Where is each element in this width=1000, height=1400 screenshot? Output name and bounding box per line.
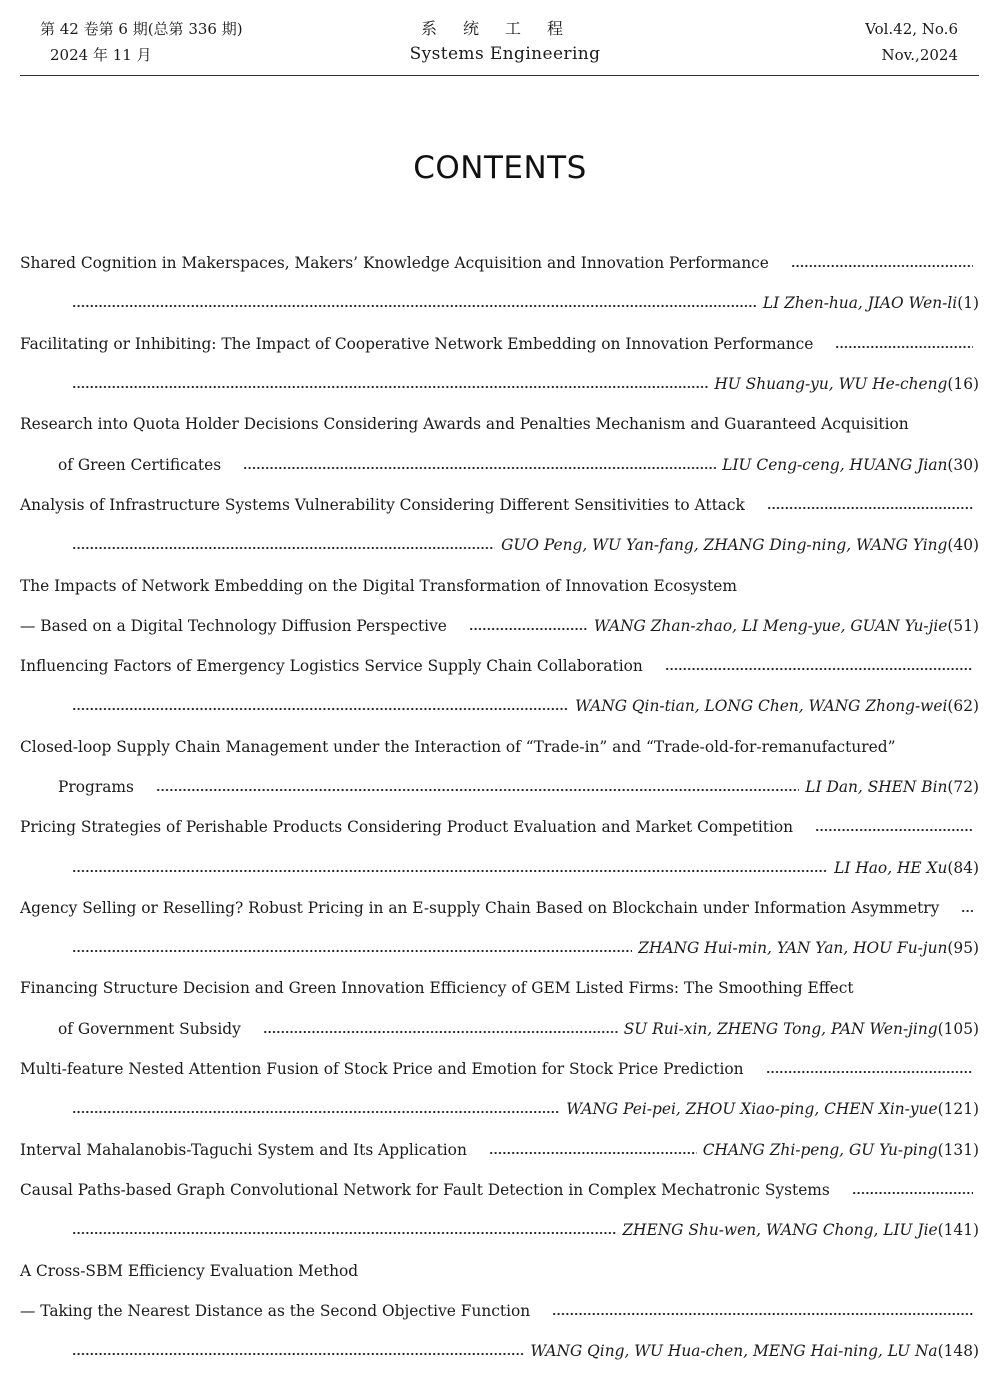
- toc-entry-title-line: [20, 485, 979, 525]
- toc-entry-authors-line: [20, 283, 979, 323]
- dot-leader: [263, 1029, 618, 1035]
- toc-entry-title-line: [20, 968, 979, 1008]
- journal-name: [0, 19, 1000, 64]
- toc-entry-authors-line: [20, 1210, 979, 1250]
- dot-leader: [72, 1109, 560, 1115]
- dot-leader: [961, 908, 973, 914]
- toc-entry-continuation: [20, 606, 979, 646]
- dot-leader: [72, 1230, 616, 1236]
- toc-entry-continuation: [20, 444, 979, 484]
- table-of-contents: [20, 243, 979, 1371]
- toc-entry-title-line: [20, 646, 979, 686]
- entry-title: Research into Quota Holder Decisions Considering Awards and Penalties Mechanism and Guaranteed Acquisition: [20, 415, 909, 434]
- volume-number: Vol.42, No.6: [865, 20, 958, 38]
- toc-entry[interactable]: [20, 1049, 979, 1130]
- entry-page-number: (62): [947, 697, 979, 716]
- toc-entry-title-line: [20, 807, 979, 847]
- dot-leader: [815, 827, 973, 833]
- toc-entry[interactable]: [20, 324, 979, 405]
- entry-authors: LI Hao, HE Xu: [834, 858, 948, 877]
- toc-entry[interactable]: [20, 646, 979, 727]
- entry-authors: WANG Qing, WU Hua-chen, MENG Hai-ning, LU Na: [530, 1342, 938, 1361]
- entry-title: Facilitating or Inhibiting: The Impact of Cooperative Network Embedding on Innovation Performance: [20, 334, 814, 353]
- dot-leader: [665, 666, 973, 672]
- toc-entry[interactable]: [20, 968, 979, 1049]
- dot-leader: [469, 626, 588, 632]
- toc-entry-continuation: [20, 1009, 979, 1049]
- toc-entry[interactable]: [20, 888, 979, 969]
- entry-page-number: (141): [937, 1221, 979, 1240]
- dot-leader: [767, 505, 973, 511]
- entry-authors: WANG Pei-pei, ZHOU Xiao-ping, CHEN Xin-yue: [566, 1100, 938, 1119]
- entry-authors: LIU Ceng-ceng, HUANG Jian: [722, 455, 948, 474]
- dot-leader: [72, 706, 569, 712]
- entry-page-number: (72): [947, 778, 979, 796]
- entry-authors: LI Zhen-hua, JIAO Wen-li: [762, 294, 958, 313]
- volume-info: [865, 19, 958, 65]
- toc-entry-title-line: [20, 324, 979, 364]
- entry-title: A Cross-SBM Efficiency Evaluation Method: [20, 1261, 359, 1280]
- toc-entry-title-line: [20, 888, 979, 928]
- entry-title-continued: — Based on a Digital Technology Diffusion Perspective: [20, 616, 447, 635]
- entry-authors: WANG Zhan-zhao, LI Meng-yue, GUAN Yu-jie: [593, 616, 948, 635]
- entry-page-number: (95): [947, 939, 979, 958]
- dot-leader: [72, 1351, 524, 1357]
- issue-date-en: Nov.,2024: [881, 46, 958, 64]
- entry-page-number: (131): [937, 1140, 979, 1159]
- entry-authors: ZHANG Hui-min, YAN Yan, HOU Fu-jun: [638, 939, 948, 958]
- dot-leader: [766, 1069, 973, 1075]
- entry-page-number: (105): [937, 1019, 979, 1038]
- dot-leader: [72, 303, 757, 309]
- toc-entry-continuation: [20, 1291, 979, 1331]
- header-rule: [20, 75, 979, 76]
- entry-title: Multi-feature Nested Attention Fusion of Stock Price and Emotion for Stock Price Prediction: [20, 1060, 744, 1079]
- entry-title-continued: — Taking the Nearest Distance as the Second Objective Function: [20, 1301, 531, 1320]
- toc-entry-authors-line: [20, 1331, 979, 1371]
- entry-title: Interval Mahalanobis-Taguchi System and Its Application: [20, 1140, 467, 1159]
- toc-entry-authors-line: [20, 928, 979, 968]
- entry-title-continued: of Government Subsidy: [58, 1019, 241, 1038]
- entry-page-number: (51): [947, 616, 979, 635]
- toc-entry[interactable]: [20, 1250, 979, 1371]
- toc-entry[interactable]: [20, 1170, 979, 1251]
- entry-authors: WANG Qin-tian, LONG Chen, WANG Zhong-wei: [575, 697, 948, 716]
- toc-entry[interactable]: [20, 807, 979, 888]
- toc-entry[interactable]: [20, 485, 979, 566]
- dot-leader: [243, 465, 716, 471]
- dot-leader: [852, 1190, 973, 1196]
- entry-authors: HU Shuang-yu, WU He-cheng: [714, 375, 948, 394]
- entry-authors: ZHENG Shu-wen, WANG Chong, LIU Jie: [622, 1221, 938, 1240]
- toc-entry-authors-line: [20, 686, 979, 726]
- entry-authors: CHANG Zhi-peng, GU Yu-ping: [702, 1140, 938, 1159]
- toc-entry-title-line: [20, 727, 979, 767]
- dot-leader: [72, 384, 708, 390]
- dot-leader: [552, 1311, 973, 1317]
- entry-title-continued: Programs: [58, 778, 134, 796]
- entry-title: The Impacts of Network Embedding on the Digital Transformation of Innovation Ecosystem: [20, 576, 738, 595]
- toc-entry-authors-line: [20, 364, 979, 404]
- toc-entry[interactable]: [20, 565, 979, 646]
- entry-page-number: (84): [947, 858, 979, 877]
- entry-page-number: (1): [957, 294, 979, 313]
- toc-entry-title-line: [20, 1049, 979, 1089]
- toc-entry-authors-line: [20, 847, 979, 887]
- entry-page-number: (40): [947, 536, 979, 555]
- entry-title: Analysis of Infrastructure Systems Vulnerability Considering Different Sensitivities to Attack: [20, 495, 745, 514]
- entry-page-number: (121): [937, 1100, 979, 1119]
- dot-leader: [791, 263, 973, 269]
- toc-entry-title-line: [20, 1130, 979, 1170]
- dot-leader: [72, 948, 632, 954]
- entry-page-number: (16): [947, 375, 979, 394]
- toc-entry-authors-line: [20, 1089, 979, 1129]
- toc-entry-title-line: [20, 404, 979, 444]
- toc-entry-title-line: [20, 1170, 979, 1210]
- dot-leader: [72, 545, 495, 551]
- entry-title: Shared Cognition in Makerspaces, Makers’ Knowledge Acquisition and Innovation Performance: [20, 254, 769, 273]
- entry-authors: LI Dan, SHEN Bin: [805, 778, 948, 796]
- dot-leader: [156, 787, 799, 793]
- dot-leader: [72, 868, 828, 874]
- entry-page-number: (148): [937, 1342, 979, 1361]
- toc-entry[interactable]: [20, 243, 979, 324]
- entry-title: Pricing Strategies of Perishable Products Considering Product Evaluation and Market Competition: [20, 818, 794, 837]
- entry-authors: SU Rui-xin, ZHENG Tong, PAN Wen-jing: [623, 1019, 938, 1038]
- toc-entry-authors-line: [20, 525, 979, 565]
- entry-title-continued: of Green Certificates: [58, 455, 222, 474]
- entry-title: Influencing Factors of Emergency Logistics Service Supply Chain Collaboration: [20, 657, 643, 676]
- entry-title: Closed-loop Supply Chain Management under the Interaction of “Trade-in” and “Trade-old-for-remanufactured”: [20, 737, 896, 756]
- entry-page-number: (30): [947, 455, 979, 474]
- page-title: CONTENTS: [413, 150, 587, 186]
- journal-name-cn: 系统工程: [420, 19, 589, 38]
- entry-title: Causal Paths-based Graph Convolutional Network for Fault Detection in Complex Mechatronic Systems: [20, 1180, 830, 1199]
- entry-title: Agency Selling or Reselling? Robust Pricing in an E-supply Chain Based on Blockchain under Information Asymmetry: [20, 898, 940, 917]
- toc-entry[interactable]: [20, 727, 979, 808]
- toc-entry-title-line: [20, 1250, 979, 1290]
- dot-leader: [835, 344, 973, 350]
- toc-entry-title-line: [20, 565, 979, 605]
- toc-entry[interactable]: [20, 404, 979, 485]
- toc-entry[interactable]: [20, 1130, 979, 1170]
- issue-number: 第 42 卷第 6 期(总第 336 期): [40, 20, 243, 38]
- entry-authors: GUO Peng, WU Yan-fang, ZHANG Ding-ning, WANG Ying: [501, 536, 948, 555]
- entry-title: Financing Structure Decision and Green Innovation Efficiency of GEM Listed Firms: The Smoothing Effect: [20, 979, 854, 998]
- journal-name-en: Systems Engineering: [409, 44, 601, 64]
- toc-entry-title-line: [20, 243, 979, 283]
- issue-date-cn: 2024 年 11 月: [50, 46, 152, 64]
- toc-entry-continuation: [20, 767, 979, 807]
- dot-leader: [489, 1150, 697, 1156]
